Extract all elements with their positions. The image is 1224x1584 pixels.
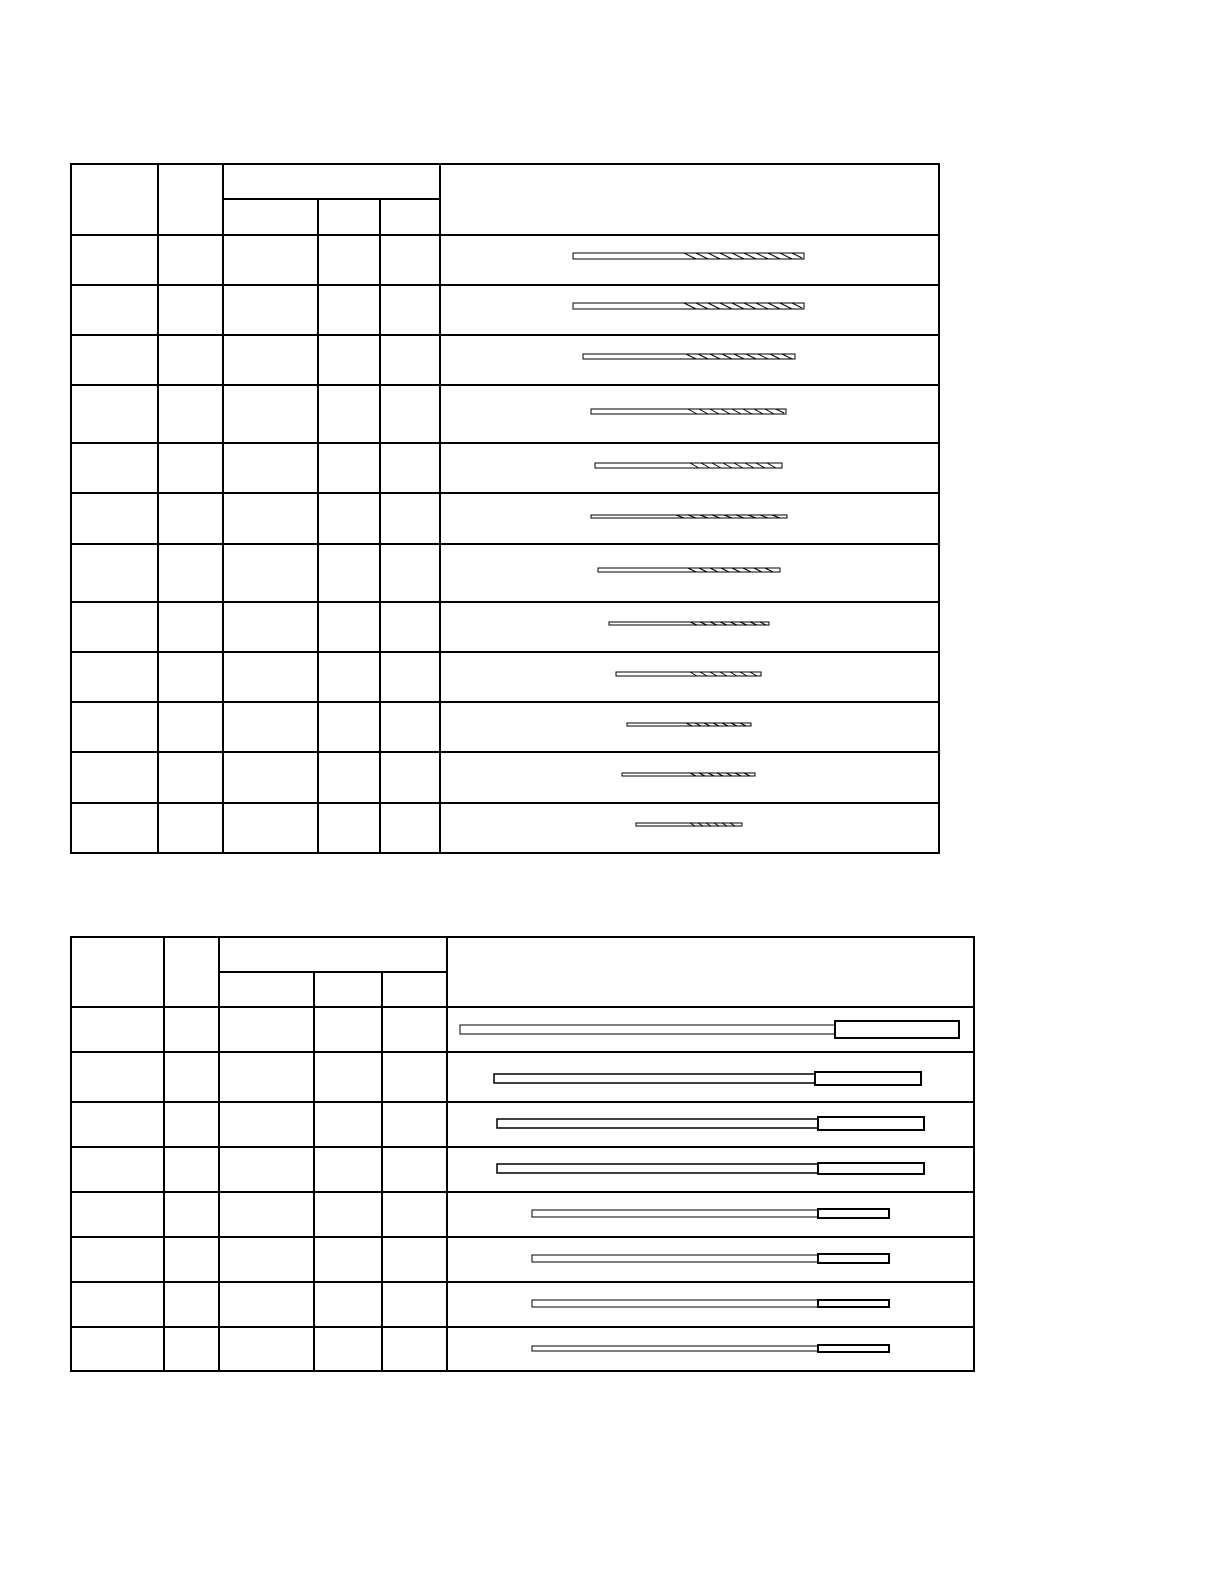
table-border <box>71 164 939 853</box>
shank-tool-icon <box>532 1209 889 1218</box>
twist-drill-icon <box>609 622 769 625</box>
shank-tool-icon <box>460 1021 959 1038</box>
twist-drill-icon <box>636 823 742 826</box>
twist-drill-icon <box>622 773 755 776</box>
twist-drill-icon <box>573 253 804 259</box>
twist-drill-icon <box>573 303 804 309</box>
shank-tool-icon <box>532 1254 889 1263</box>
drill-bit-table <box>71 164 939 853</box>
twist-drill-icon <box>595 463 782 468</box>
shank-tool-icon <box>532 1345 889 1352</box>
twist-drill-icon <box>591 409 786 414</box>
twist-drill-icon <box>627 723 751 726</box>
shank-tool-icon <box>497 1163 924 1174</box>
twist-drill-icon <box>591 515 787 518</box>
shank-tool-icon <box>532 1300 889 1307</box>
twist-drill-icon <box>616 672 761 676</box>
twist-drill-icon <box>598 568 780 572</box>
twist-drill-icon <box>583 354 795 359</box>
shank-tool-icon <box>494 1072 921 1085</box>
shank-tool-icon <box>497 1117 924 1130</box>
